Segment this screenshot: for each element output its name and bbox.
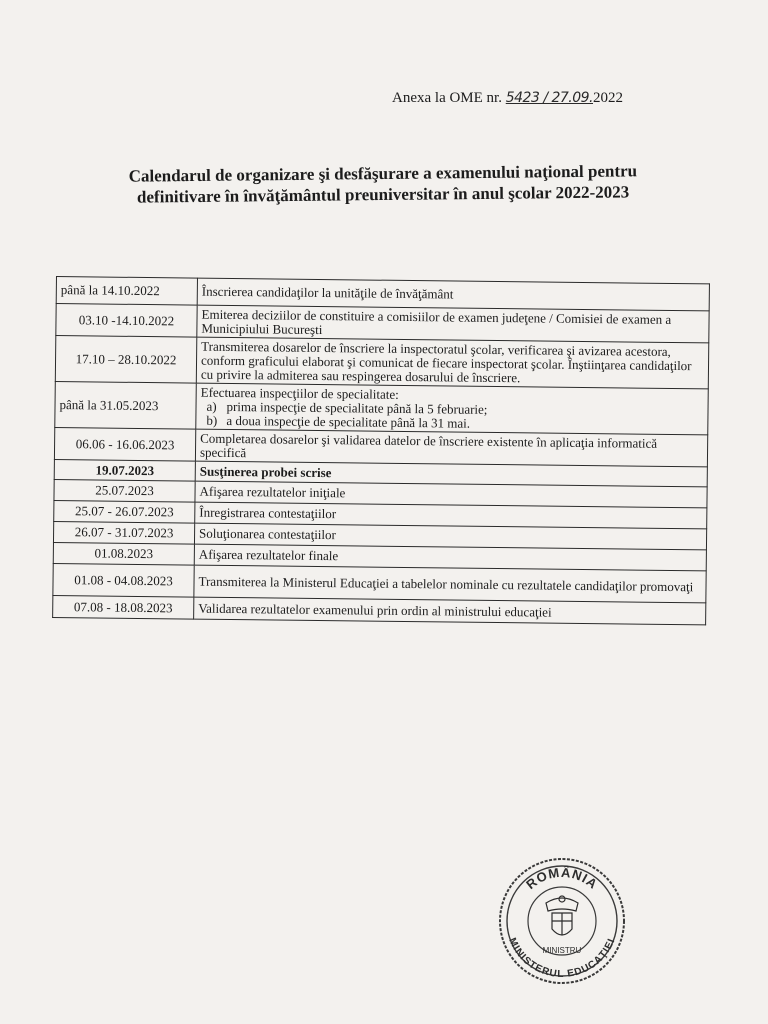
activity-cell: Înscrierea candidaţilor la unităţile de învăţământ bbox=[197, 278, 709, 311]
date-cell: până la 14.10.2022 bbox=[56, 277, 197, 306]
activity-cell: Emiterea deciziilor de constituire a comisiilor de examen judeţene / Comisiei de examen a Municipiului Bucureşti bbox=[197, 305, 709, 343]
activity-heading: Efectuarea inspecţiilor de specialitate: bbox=[200, 384, 399, 402]
list-marker: b) bbox=[206, 412, 218, 428]
table-row bbox=[55, 381, 708, 434]
annex-handwritten-number: 5423 / 27.09. bbox=[505, 90, 594, 106]
date-cell: 19.07.2023 bbox=[54, 459, 195, 481]
annex-prefix: Anexa la OME nr. bbox=[392, 90, 502, 106]
activity-cell: Validarea rezultatelor examenului prin ordin al ministrului educaţiei bbox=[194, 597, 706, 625]
activity-cell: Afişarea rezultatelor finale bbox=[194, 544, 706, 571]
document-title bbox=[60, 160, 706, 209]
date-cell: 01.08 - 04.08.2023 bbox=[53, 563, 194, 597]
list-item-text: a doua inspecţie de specialitate până la 31 mai. bbox=[226, 412, 471, 431]
seal-ministry-text: MINISTERUL EDUCAŢIEI bbox=[506, 936, 618, 981]
seal-graphic bbox=[496, 855, 628, 987]
calendar-table bbox=[52, 276, 710, 625]
calendar-table-wrapper bbox=[52, 276, 710, 625]
table-row bbox=[55, 336, 708, 389]
list-item-text: prima inspecţie de specialitate până la 5 februarie; bbox=[226, 398, 488, 417]
title-line-2: definitivare în învăţământul preuniversitar în anul şcolar 2022-2023 bbox=[136, 182, 630, 207]
ministry-seal-stamp bbox=[496, 855, 628, 987]
activity-cell: Afişarea rezultatelor iniţiale bbox=[195, 481, 707, 508]
activity-cell bbox=[196, 383, 708, 435]
activity-cell: Soluţionarea contestaţiilor bbox=[194, 523, 706, 550]
date-cell: 06.06 - 16.06.2023 bbox=[54, 427, 195, 461]
date-cell: 07.08 - 18.08.2023 bbox=[53, 595, 194, 619]
activity-cell: Susţinerea probei scrise bbox=[195, 461, 707, 487]
activity-cell: Transmiterea dosarelor de înscriere la inspectoratul şcolar, verificarea şi avizarea acestora, conform graficului elaborat şi comunicat de fiecare inspectorat şcolar. Înştiinţarea candidaţilor cu privire la admiterea sau respingerea dosarului de înscriere. bbox=[196, 337, 708, 389]
activity-cell: Transmiterea la Ministerul Educaţiei a tabelelor nominale cu rezultatele candidaţilor promovaţi bbox=[194, 565, 706, 603]
seal-inner-text: MINISTRU bbox=[542, 946, 582, 955]
date-cell: 25.07 - 26.07.2023 bbox=[54, 500, 195, 523]
date-cell: 17.10 – 28.10.2022 bbox=[55, 336, 197, 384]
annex-year: 2022 bbox=[593, 90, 624, 106]
date-cell: 01.08.2023 bbox=[53, 542, 194, 565]
seal-country-text: ROMÂNIA bbox=[523, 864, 601, 893]
activity-cell: Înregistrarea contestaţiilor bbox=[195, 502, 707, 529]
annex-reference bbox=[392, 90, 623, 107]
activity-cell: Completarea dosarelor şi validarea datelor de înscriere existente în aplicaţia informatică specifică bbox=[195, 429, 707, 467]
title-line-1: Calendarul de organizare şi desfăşurare a examenului naţional pentru bbox=[128, 161, 638, 186]
date-cell: 03.10 -14.10.2022 bbox=[56, 304, 197, 338]
date-cell: 25.07.2023 bbox=[54, 479, 195, 502]
list-marker: a) bbox=[206, 398, 217, 414]
date-cell: 26.07 - 31.07.2023 bbox=[53, 521, 194, 544]
coat-of-arms-icon bbox=[546, 896, 578, 935]
date-cell: până la 31.05.2023 bbox=[55, 381, 197, 429]
